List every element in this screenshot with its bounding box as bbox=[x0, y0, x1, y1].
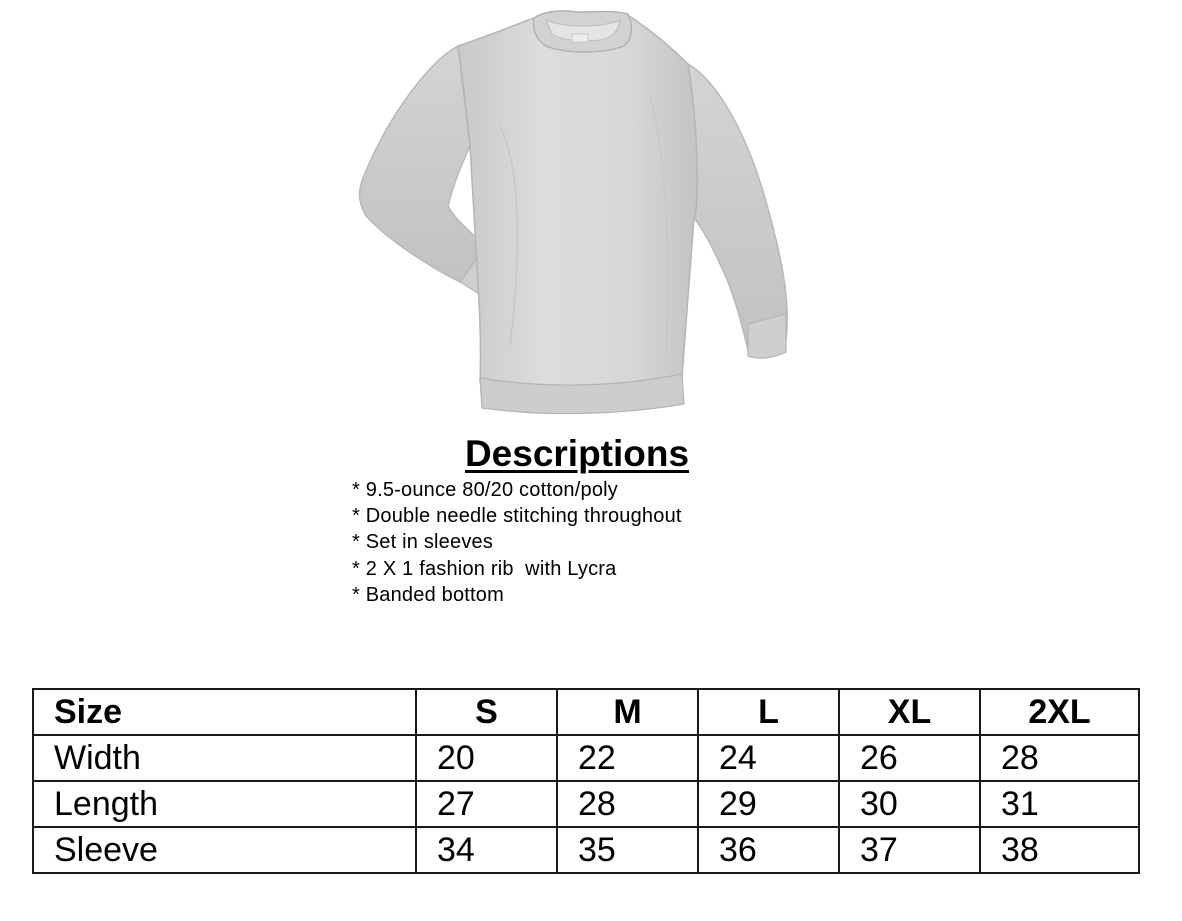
list-item: * Set in sleeves bbox=[352, 531, 494, 554]
list-item: * 2 X 1 fashion rib with Lycra bbox=[352, 557, 617, 580]
list-item: * Double needle stitching throughout bbox=[352, 505, 682, 528]
header-cell: 2XL bbox=[980, 689, 1139, 735]
table-row bbox=[33, 781, 1139, 827]
list-item: * Banded bottom bbox=[352, 583, 504, 606]
table-cell: 36 bbox=[698, 827, 839, 873]
header-cell: L bbox=[698, 689, 839, 735]
size-chart-table bbox=[32, 688, 1140, 874]
sweatshirt-image bbox=[350, 6, 800, 418]
table-cell: 35 bbox=[557, 827, 698, 873]
table-cell: 22 bbox=[557, 735, 698, 781]
table-cell: 34 bbox=[416, 827, 557, 873]
table-cell: 24 bbox=[698, 735, 839, 781]
header-cell: M bbox=[557, 689, 698, 735]
table-cell: 28 bbox=[557, 781, 698, 827]
row-label: Width bbox=[33, 735, 416, 781]
header-cell: XL bbox=[839, 689, 980, 735]
table-cell: 29 bbox=[698, 781, 839, 827]
table-cell: 27 bbox=[416, 781, 557, 827]
table-row bbox=[33, 827, 1139, 873]
table-cell: 26 bbox=[839, 735, 980, 781]
table-cell: 37 bbox=[839, 827, 980, 873]
table-cell: 20 bbox=[416, 735, 557, 781]
sweatshirt-icon bbox=[350, 6, 800, 418]
header-cell-size: Size bbox=[33, 689, 416, 735]
header-cell: S bbox=[416, 689, 557, 735]
table-row bbox=[33, 735, 1139, 781]
table-cell: 31 bbox=[980, 781, 1139, 827]
table-cell: 38 bbox=[980, 827, 1139, 873]
row-label: Length bbox=[33, 781, 416, 827]
table-header-row bbox=[33, 689, 1139, 735]
description-list bbox=[352, 477, 682, 608]
table-cell: 28 bbox=[980, 735, 1139, 781]
descriptions-title: Descriptions bbox=[464, 433, 690, 474]
table-cell: 30 bbox=[839, 781, 980, 827]
row-label: Sleeve bbox=[33, 827, 416, 873]
list-item: * 9.5-ounce 80/20 cotton/poly bbox=[352, 479, 618, 501]
